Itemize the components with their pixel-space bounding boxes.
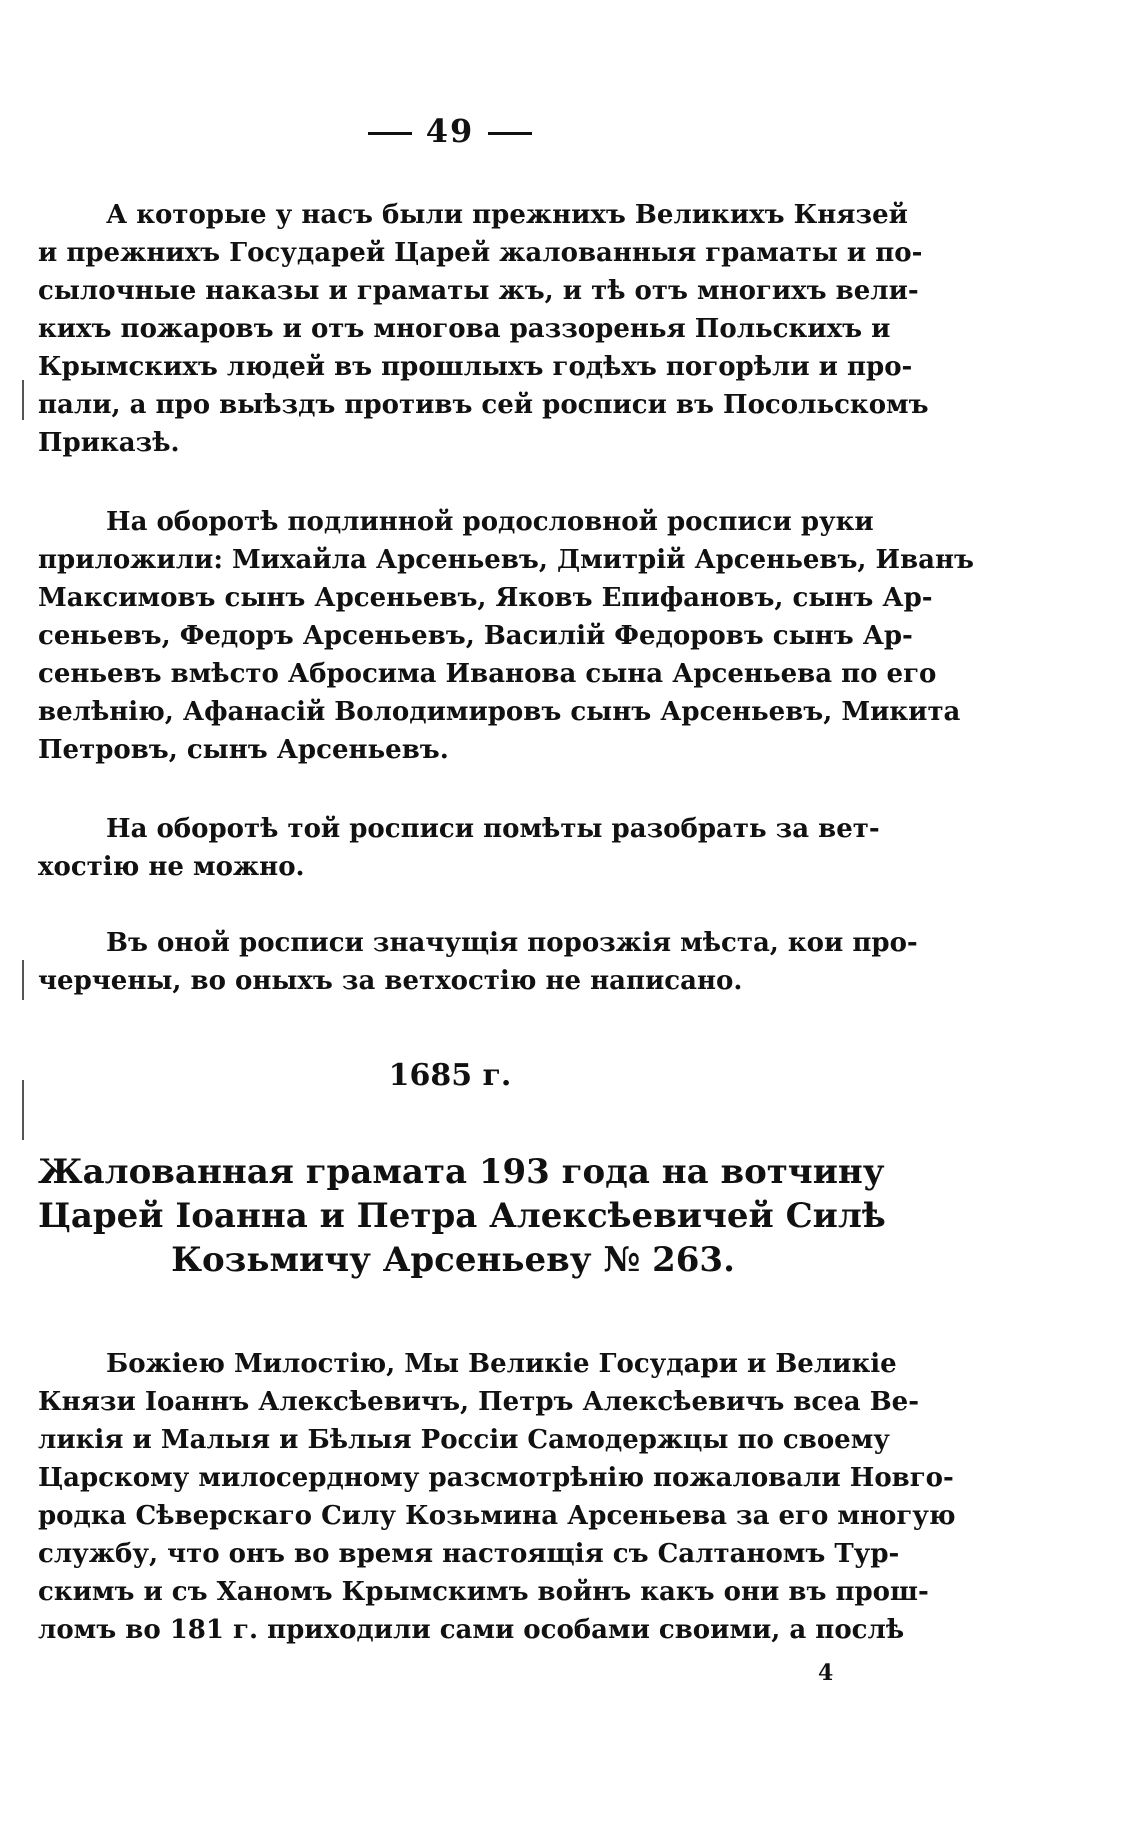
paragraph-signatories [38, 503, 974, 769]
text-line: сеньевъ, Федоръ Арсеньевъ, Василій Федоровъ сынъ Ар- [38, 621, 913, 651]
text-line: А которые у насъ были прежнихъ Великихъ Князей [106, 200, 908, 230]
text-line: Князи Іоаннъ Алексѣевичъ, Петръ Алексѣевичъ всеа Ве- [38, 1387, 920, 1417]
text-line: сылочные наказы и граматы жъ, и тѣ отъ многихъ вели- [38, 276, 919, 306]
paragraph-charter-text [38, 1345, 956, 1649]
heading-line: Царей Іоанна и Петра Алексѣевичей Силѣ [38, 1196, 886, 1236]
page-edge-mark [22, 380, 24, 420]
text-line: пали, а про выѣздъ противъ сей росписи въ Посольскомъ [38, 390, 929, 420]
paragraph-reverse-notes [38, 810, 880, 886]
text-line: На оборотѣ той росписи помѣты разобрать за вет- [106, 814, 880, 844]
paragraph-blank-places [38, 924, 918, 1000]
text-line: Божіею Милостію, Мы Великіе Государи и Великіе [106, 1349, 897, 1379]
dash-left [368, 132, 412, 135]
section-year: 1685 г. [388, 1058, 512, 1093]
text-line: Въ оной росписи значущія порозжія мѣста, кои про- [106, 928, 918, 958]
page-edge-mark [22, 960, 24, 1000]
text-line: хостію не можно. [38, 852, 305, 882]
dash-right [488, 132, 532, 135]
text-line: и прежнихъ Государей Царей жалованныя граматы и по- [38, 238, 923, 268]
signature-mark: 4 [818, 1660, 834, 1686]
text-line: черчены, во оныхъ за ветхостію не написано. [38, 966, 743, 996]
heading-line: Козьмичу Арсеньеву № 263. [171, 1240, 735, 1280]
text-line: Приказѣ. [38, 428, 180, 458]
text-line: ликія и Малыя и Бѣлыя Россіи Самодержцы по своему [38, 1425, 890, 1455]
text-line: Максимовъ сынъ Арсеньевъ, Яковъ Епифановъ, сынъ Ар- [38, 583, 933, 613]
text-line: родка Сѣверскаго Силу Козьмина Арсеньева за его многую [38, 1501, 956, 1531]
page-number: 49 [0, 112, 900, 150]
text-line: службу, что онъ во время настоящія съ Салтаномъ Тур- [38, 1539, 900, 1569]
text-line: Крымскихъ людей въ прошлыхъ годѣхъ погорѣли и про- [38, 352, 913, 382]
text-line: кихъ пожаровъ и отъ многова раззоренья Польскихъ и [38, 314, 891, 344]
text-line: Царскому милосердному разсмотрѣнію пожаловали Новго- [38, 1463, 954, 1493]
text-line: велѣнію, Афанасій Володимировъ сынъ Арсеньевъ, Микита [38, 697, 961, 727]
text-line: приложили: Михайла Арсеньевъ, Дмитрій Арсеньевъ, Иванъ [38, 545, 974, 575]
paragraph-charters-lost [38, 196, 929, 462]
text-line: сеньевъ вмѣсто Абросима Иванова сына Арсеньева по его [38, 659, 937, 689]
charter-heading [38, 1150, 886, 1282]
text-line: Петровъ, сынъ Арсеньевъ. [38, 735, 449, 765]
heading-line: Жалованная грамата 193 года на вотчину [38, 1152, 885, 1192]
text-line: ломъ во 181 г. приходили сами особами своими, а послѣ [38, 1615, 905, 1645]
text-line: скимъ и съ Ханомъ Крымскимъ войнъ какъ они въ прош- [38, 1577, 929, 1607]
text-line: На оборотѣ подлинной родословной росписи руки [106, 507, 874, 537]
